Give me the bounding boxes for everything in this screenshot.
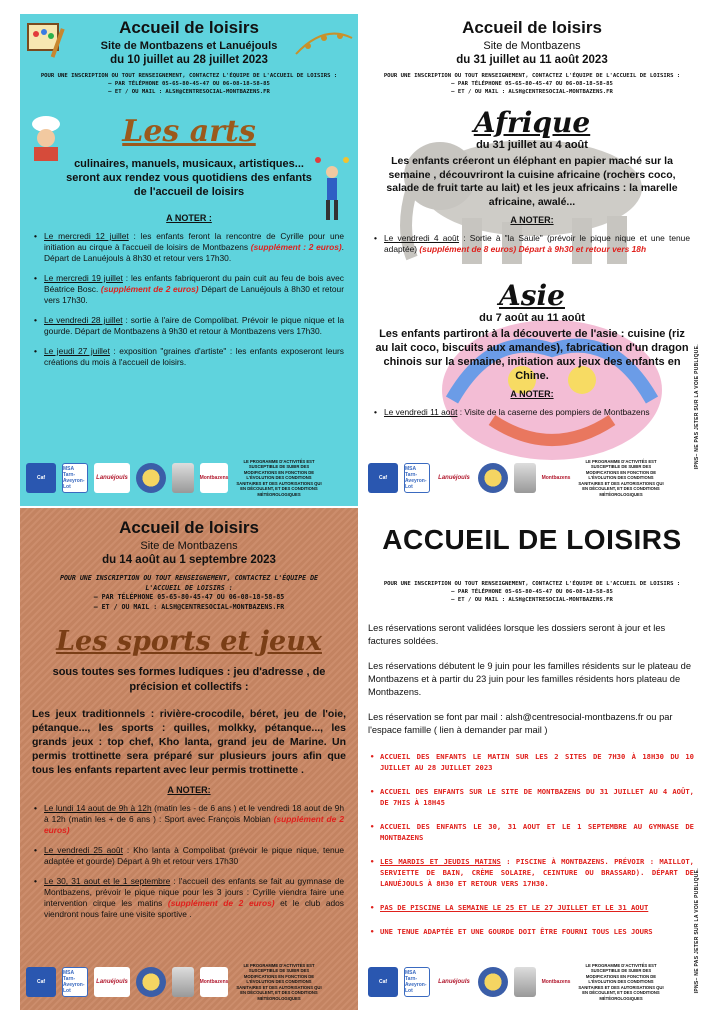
page-title: Accueil de loisirs <box>119 518 259 537</box>
panel-afrique-asie <box>362 14 702 506</box>
site-label: Site de Montbazens <box>483 40 581 52</box>
info-list <box>370 751 694 937</box>
ipns-notice: IPNS– NE PAS JETER SUR LA VOIE PUBLIQUE. <box>694 344 700 470</box>
theme-intro: culinaires, manuels, musicaux, artistiques... seront aux rendez vous quotidiens des enfants de l'accueil de loisirs <box>66 158 312 198</box>
caf-logo: Caf <box>368 463 398 493</box>
theme-intro: sous toutes ses formes ludiques : jeu d'adresse , de précision et collectifs : <box>52 666 326 693</box>
theme-title: Les arts <box>122 114 256 149</box>
partner-logos <box>26 960 352 1004</box>
caf-logo: Caf <box>368 967 398 997</box>
afrique-text: Les enfants créeront un éléphant en papier maché sur la semaine , découvriront la cuisine africaine (rochers coco, salade de fruit tarte au lait) et les jeux africains : la marelle africaine, awalé... <box>386 155 678 208</box>
disclaimer-note: LE PROGRAMME D'ACTIVITÉS EST SUSCEPTIBLE DE SUBIR DES MODIFICATIONS EN FONCTION DE L'ÉVOLUTION DES CONDITIONS SANITAIRES ET DES AUTORISATIONS QUI EN DÉCOULENT, ET DES CONDITIONS MÉTÉOROLOGIQUES <box>236 458 322 497</box>
list-item: • ACCUEIL DES ENFANTS LE 30, 31 AOUT ET LE 1 SEPTEMBRE AU GYMNASE DE MONTBAZENS <box>370 821 694 843</box>
caf-logo: Caf <box>26 463 56 493</box>
page-title: Accueil de loisirs <box>119 18 259 37</box>
activity-list <box>374 233 690 255</box>
lanuejouls-logo: Lanuéjouls <box>94 463 130 493</box>
msa-logo: MSA Tarn-Aveyron-Lot <box>62 967 88 997</box>
centre-social-logo <box>478 463 508 493</box>
paragraph: Les réservations débutent le 9 juin pour les familles résidents sur le plateau de Montbazens et à partir du 23 juin pour les familles résidents hors plateau de Montbazens. <box>368 661 691 697</box>
building-logo <box>172 463 194 493</box>
noter-heading: A NOTER : <box>166 213 212 223</box>
noter-heading: A NOTER: <box>167 785 211 795</box>
afrique-dates: du 31 juillet au 4 août <box>476 139 588 151</box>
music-notes-icon <box>294 24 354 64</box>
list-item: • ACCUEIL DES ENFANTS SUR LE SITE DE MONTBAZENS DU 31 JUILLET AU 4 AOÛT, DE 7HIS À 18H45 <box>370 786 694 808</box>
juggler-icon <box>312 154 352 224</box>
noter-heading: A NOTER: <box>510 389 554 399</box>
site-label: Site de Montbazens <box>140 540 238 552</box>
msa-logo: MSA Tarn-Aveyron-Lot <box>404 967 430 997</box>
disclaimer-note: LE PROGRAMME D'ACTIVITÉS EST SUSCEPTIBLE DE SUBIR DES MODIFICATIONS EN FONCTION DE L'ÉVOLUTION DES CONDITIONS SANITAIRES ET DES AUTORISATIONS QUI EN DÉCOULENT, ET DES CONDITIONS MÉTÉOROLOGIQUES <box>578 962 664 1001</box>
list-item: • Le vendredi 28 juillet : sortie à l'aire de Compolibat. Prévoir le pique nique et la gourde. Départ de Montbazens à 9h30 et retour à Montbazens vers 17h30. <box>34 315 344 337</box>
montbazens-logo: Montbazens <box>200 463 228 493</box>
list-item: • Le jeudi 27 juillet : exposition "graines d'artiste" : les enfants exposeront leurs créations du mois à l'accueil de loisirs. <box>34 346 344 368</box>
montbazens-logo: Montbazens <box>200 967 228 997</box>
site-label: Site de Montbazens et Lanuéjouls <box>100 40 278 52</box>
contact-info: POUR UNE INSCRIPTION OU TOUT RENSEIGNEMENT, CONTACTEZ L'ÉQUIPE DE L'ACCUEIL DE LOISIRS : – PAR TÉLÉPHONE 05-65-80-45-47 OU 06-08-18-58-85 – ET / OU MAIL : ALSH@CENTRESOCIAL-MONTBAZENS.FR <box>59 574 319 611</box>
list-item: • ACCUEIL DES ENFANTS LE MATIN SUR LES 2 SITES DE 7H30 À 18H30 DU 10 JUILLET AU 28 JUILLET 2023 <box>370 751 694 773</box>
lanuejouls-logo: Lanuéjouls <box>436 463 472 493</box>
activity-list <box>34 803 344 920</box>
date-range: du 14 août au 1 septembre 2023 <box>102 554 276 566</box>
date-range: du 10 juillet au 28 juillet 2023 <box>110 54 268 66</box>
lanuejouls-logo: Lanuéjouls <box>94 967 130 997</box>
montbazens-logo: Montbazens <box>542 463 570 493</box>
panel-informations <box>362 508 702 1010</box>
reservation-info <box>368 622 694 737</box>
list-item: • Le mercredi 19 juillet : les enfants fabriqueront du pain cuit au feu de bois avec Béatrice Bosc. (supplément de 2 euros) Départ de Lanuéjouls à 8h30 et retour vers 17h30. <box>34 273 344 306</box>
building-logo <box>172 967 194 997</box>
partner-logos <box>368 960 696 1004</box>
paragraph: Les réservation se font par mail : alsh@centresocial-montbazens.fr ou par l'espace famille ( lien à demander par mail ) <box>368 712 673 735</box>
list-item: • Le mercredi 12 juillet : les enfants feront la rencontre de Cyrille pour une initiation au cirque à l'accueil de loisirs de Montbazens (supplément : 2 euros). Départ de Lanuéjouls à 8h30 et retour vers 17h30. <box>34 231 344 264</box>
theme-title: Les sports et jeux <box>56 626 322 657</box>
partner-logos <box>368 456 696 500</box>
list-item: • LES MARDIS ET JEUDIS MATINS : PISCINE À MONTBAZENS. PRÉVOIR : MAILLOT, SERVIETTE DE BAIN, CRÈME SOLAIRE, CEINTURE OU BRASSARD). DÉPART DE LANUÉJOULS À 8H30 ET RETOUR VERS 17H30. <box>370 856 694 889</box>
disclaimer-note: LE PROGRAMME D'ACTIVITÉS EST SUSCEPTIBLE DE SUBIR DES MODIFICATIONS EN FONCTION DE L'ÉVOLUTION DES CONDITIONS SANITAIRES ET DES AUTORISATIONS QUI EN DÉCOULENT, ET DES CONDITIONS MÉTÉOROLOGIQUES <box>236 962 322 1001</box>
list-item: • Le lundi 14 aout de 9h à 12h (matin les - de 6 ans ) et le vendredi 18 aout de 9h à 12h (matin les + de 6 ans ) : Sport avec François Mobian (supplément de 2 euros) <box>34 803 344 836</box>
list-item: • PAS DE PISCINE LA SEMAINE LE 25 ET LE 27 JUILLET ET LE 31 AOUT <box>370 902 694 913</box>
caf-logo: Caf <box>26 967 56 997</box>
page-title: Accueil de loisirs <box>462 18 602 37</box>
contact-info: POUR UNE INSCRIPTION OU TOUT RENSEIGNEMENT, CONTACTEZ L'ÉQUIPE DE L'ACCUEIL DE LOISIRS : – PAR TÉLÉPHONE 05-65-80-45-47 OU 06-08-18-58-85 – ET / OU MAIL : ALSH@CENTRESOCIAL-MONTBAZENS.FR <box>383 581 681 603</box>
centre-social-logo <box>478 967 508 997</box>
asie-title: Asie <box>499 279 565 312</box>
list-item: • Le 30, 31 aout et le 1 septembre : l'accueil des enfants se fait au gymnase de Montbazens, prévoir le pique nique pour les 3 jours : Cyrille viendra faire une intervention cirque les matins (supplément de 2 euros) et le club ados viendront nous faire une visite sportive . <box>34 876 344 920</box>
list-item: • Le vendredi 4 août : Sortie à "la Saule" (prévoir le pique nique et une tenue adaptée) (supplément de 8 euros) Départ à 9h30 et retour vers 18h <box>374 233 690 255</box>
montbazens-logo: Montbazens <box>542 967 570 997</box>
theme-body: Les jeux traditionnels : rivière-crocodile, béret, jeu de l'oie, pétanque..., les sports : quilles, molkky, pétanque..., les grands jeux : top chef, Kho lanta, grand jeu de Marine. Un permis trottinette sera préparé sur plusieurs jours afin que tous les enfants repartent avec leur permis trottinette . <box>32 708 346 776</box>
partner-logos <box>26 456 352 500</box>
panel-sports-jeux <box>20 508 358 1010</box>
contact-info: POUR UNE INSCRIPTION OU TOUT RENSEIGNEMENT, CONTACTEZ L'ÉQUIPE DE L'ACCUEIL DE LOISIRS : – PAR TÉLÉPHONE 05-65-80-45-47 OU 06-08-18-58-85 – ET / OU MAIL : ALSH@CENTRESOCIAL-MONTBAZENS.FR <box>383 73 681 95</box>
building-logo <box>514 967 536 997</box>
contact-info: POUR UNE INSCRIPTION OU TOUT RENSEIGNEMENT, CONTACTEZ L'ÉQUIPE DE L'ACCUEIL DE LOISIRS : – PAR TÉLÉPHONE 05-65-80-45-47 OU 06-08-18-58-85 – ET / OU MAIL : ALSH@CENTRESOCIAL-MONTBAZENS.FR <box>40 73 338 95</box>
list-item: • Le vendredi 11 août : Visite de la caserne des pompiers de Montbazens <box>374 407 690 418</box>
noter-heading: A NOTER: <box>510 215 554 225</box>
panel-les-arts <box>20 14 358 506</box>
list-item: • UNE TENUE ADAPTÉE ET UNE GOURDE DOIT ÊTRE FOURNI TOUS LES JOURS <box>370 926 694 937</box>
activity-list <box>34 231 344 368</box>
msa-logo: MSA Tarn-Aveyron-Lot <box>404 463 430 493</box>
msa-logo: MSA Tarn-Aveyron-Lot <box>62 463 88 493</box>
asie-text: Les enfants partiront à la découverte de l'asie : cuisine (riz au lait coco, biscuits aux amandes), fabrication d'un dragon chinois sur la semaine, initiation aux jeux des enfants en Chine. <box>375 328 689 382</box>
disclaimer-note: LE PROGRAMME D'ACTIVITÉS EST SUSCEPTIBLE DE SUBIR DES MODIFICATIONS EN FONCTION DE L'ÉVOLUTION DES CONDITIONS SANITAIRES ET DES AUTORISATIONS QUI EN DÉCOULENT, ET DES CONDITIONS MÉTÉOROLOGIQUES <box>578 458 664 497</box>
paragraph: Les réservations seront validées lorsque les dossiers seront à jour et les factures soldées. <box>368 623 666 646</box>
centre-social-logo <box>136 463 166 493</box>
afrique-title: Afrique <box>473 106 591 139</box>
date-range: du 31 juillet au 11 août 2023 <box>456 54 608 66</box>
asie-dates: du 7 août au 11 août <box>479 312 585 324</box>
ipns-notice: IPNS– NE PAS JETER SUR LA VOIE PUBLIQUE. <box>694 868 700 994</box>
list-item: • Le vendredi 25 août : Kho lanta à Compolibat (prévoir le pique nique, tenue adaptée et gourde) Départ à 9h et retour vers 17h30 <box>34 845 344 867</box>
palette-icon <box>26 22 74 62</box>
page-title: ACCUEIL DE LOISIRS <box>382 524 682 555</box>
activity-list <box>374 407 690 418</box>
centre-social-logo <box>136 967 166 997</box>
building-logo <box>514 463 536 493</box>
lanuejouls-logo: Lanuéjouls <box>436 967 472 997</box>
chef-icon <box>24 114 68 162</box>
